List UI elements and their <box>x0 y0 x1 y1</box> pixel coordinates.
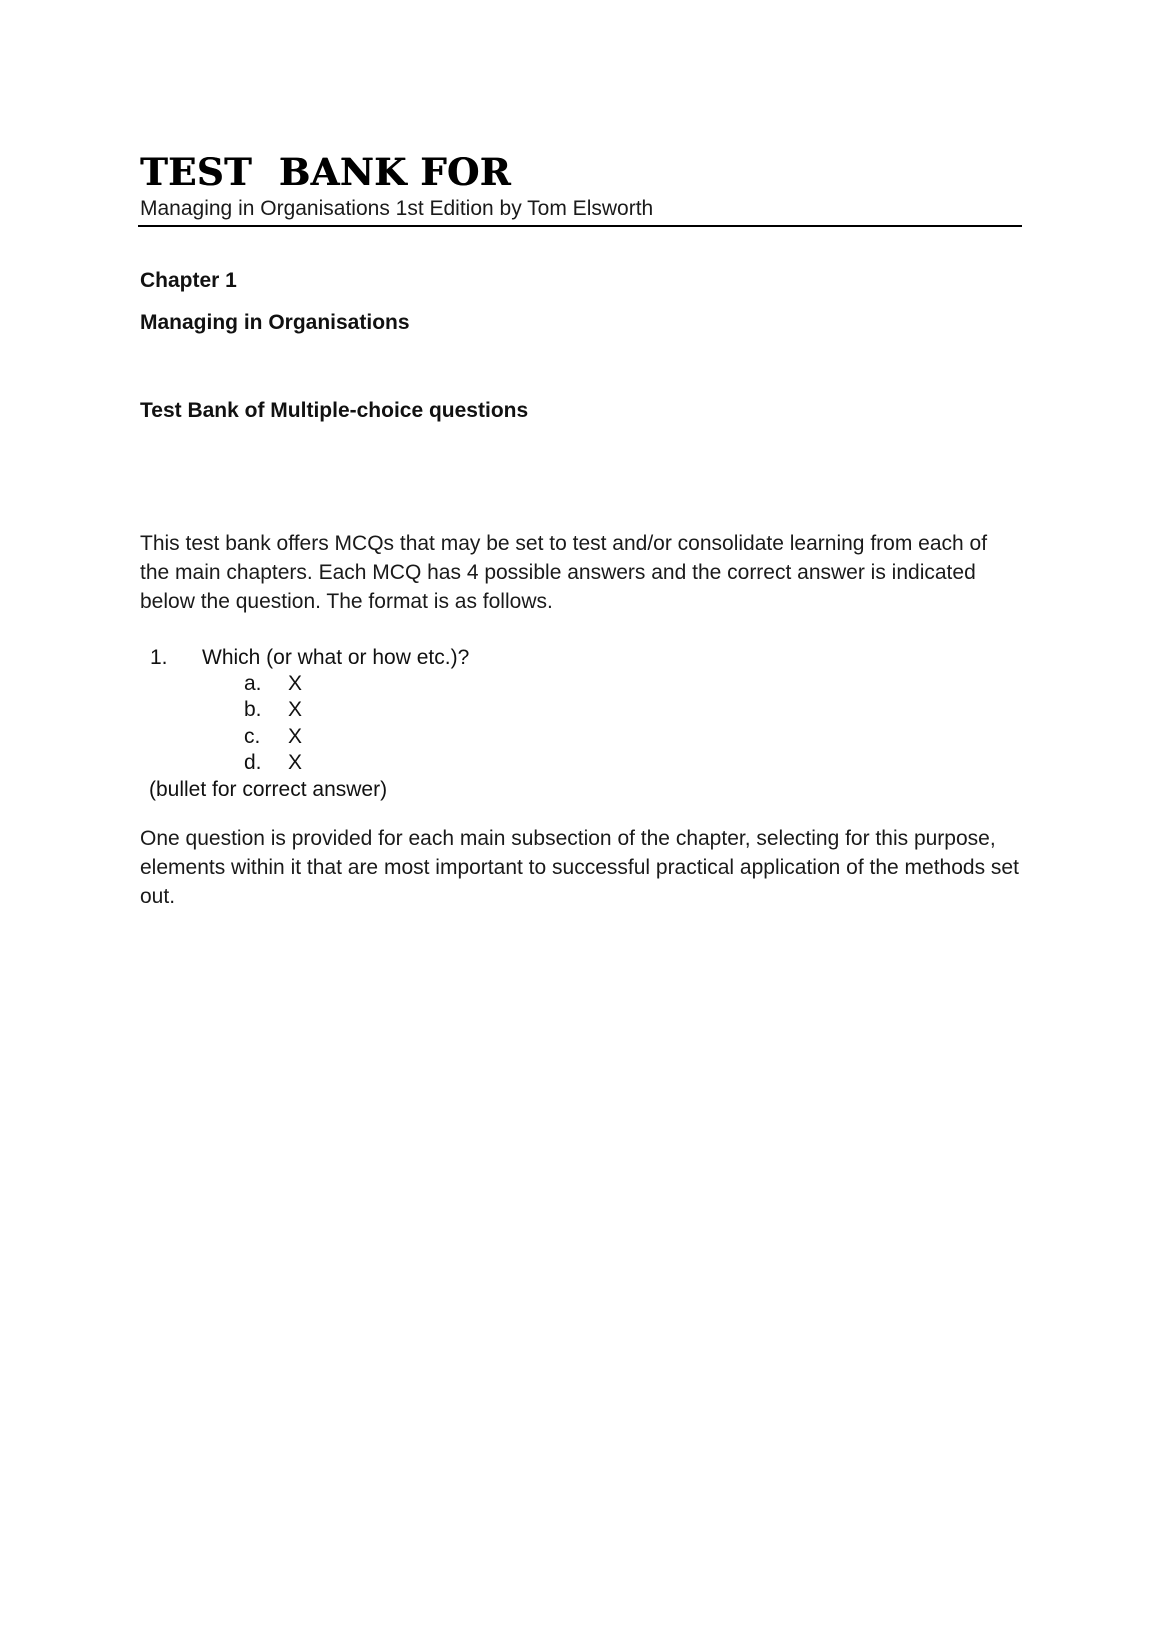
document-title: TEST BANK FOR <box>140 150 511 194</box>
chapter-heading: Chapter 1 <box>140 269 237 292</box>
intro-paragraph: This test bank offers MCQs that may be set to test and/or consolidate learning from each of the main chapters. Each MCQ has 4 possible answers and the correct answer is indicated below the question. The format is as follows. <box>140 532 988 613</box>
correct-answer-note: (bullet for correct answer) <box>149 778 388 801</box>
question-number: 1. <box>150 646 168 669</box>
option-letter: b. <box>244 698 262 721</box>
document-subtitle: Managing in Organisations 1st Edition by Tom Elsworth <box>140 197 654 220</box>
chapter-title-heading: Managing in Organisations <box>140 311 410 334</box>
option-letter: a. <box>244 672 262 695</box>
option-value: X <box>288 725 303 748</box>
section-heading: Test Bank of Multiple-choice questions <box>140 399 529 422</box>
header-divider <box>138 225 1022 227</box>
option-value: X <box>288 751 303 774</box>
option-value: X <box>288 672 303 695</box>
closing-paragraph: One question is provided for each main subsection of the chapter, selecting for this purpose, elements within it that are most important to successful practical application of the methods set out. <box>140 827 1019 908</box>
option-value: X <box>288 698 303 721</box>
option-letter: d. <box>244 751 262 774</box>
option-letter: c. <box>244 725 261 748</box>
question-text: Which (or what or how etc.)? <box>202 646 470 669</box>
